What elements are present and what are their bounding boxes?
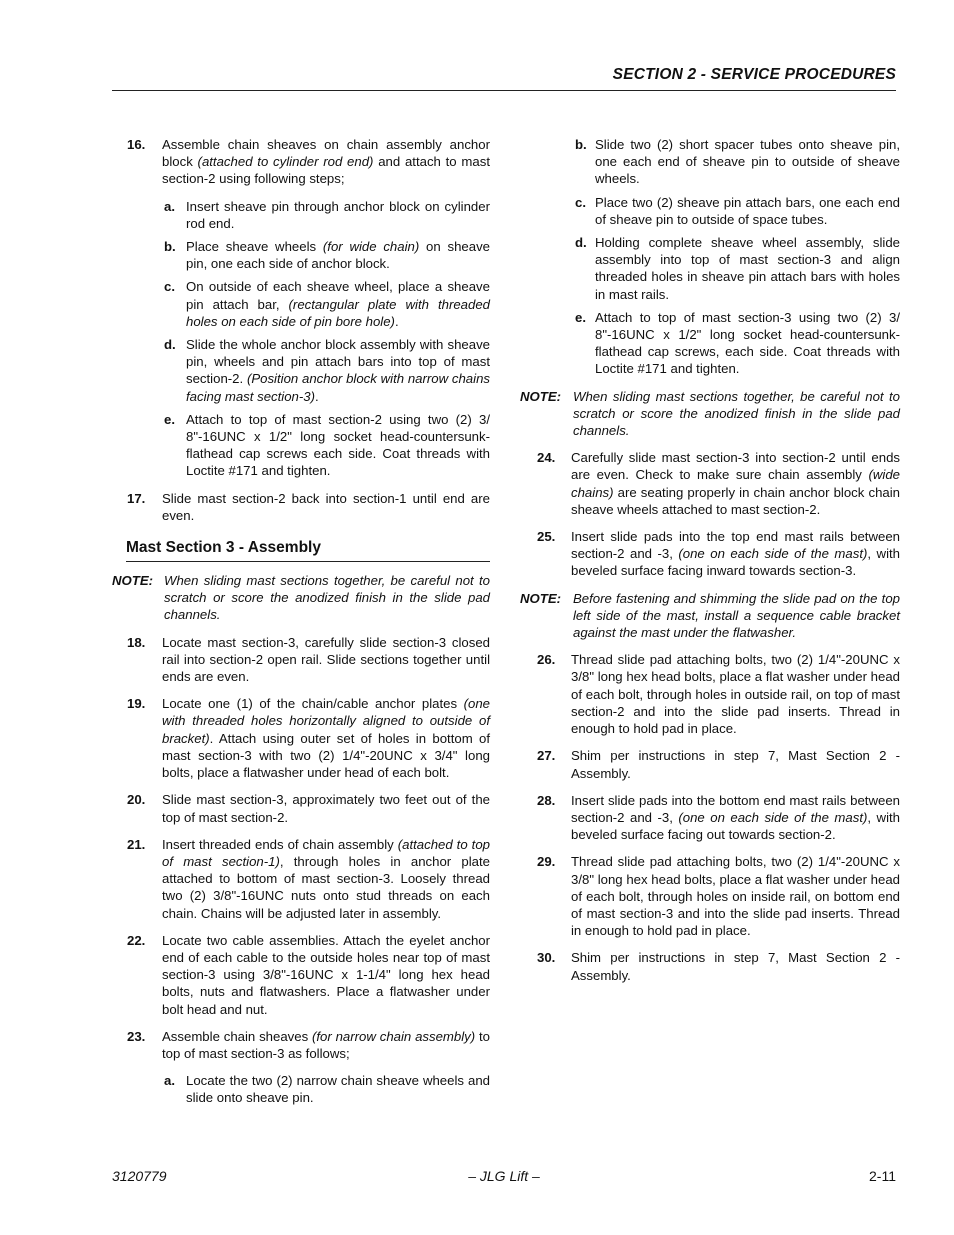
substep-23b: b. Slide two (2) short spacer tubes onto sheave pin, one each end of sheave pin to outside of sheave wheels. bbox=[575, 137, 900, 187]
step-22: 22. Locate two cable assemblies. Attach the eyelet anchor end of each cable to the outside holes near top of mast section-3 using 3/8"-16UNC x 1-1/4" long hex head bolts, nuts and flatwashers. Place a flatwasher under bolt head and nut. bbox=[127, 932, 490, 1017]
step-number: 28. bbox=[537, 792, 556, 808]
footer-brand: – JLG Lift – bbox=[468, 1168, 540, 1184]
substep-16d: d. Slide the whole anchor block assembly with sheave pin, wheels and pin attach bars into top of mast section-2. (Position anchor block with narrow chains facing mast section-3). bbox=[164, 337, 490, 404]
substep-letter: e. bbox=[164, 411, 175, 427]
substep-23c: c. Place two (2) sheave pin attach bars, one each end of sheave pin to outside of space tubes. bbox=[575, 194, 900, 227]
substep-letter: e. bbox=[575, 309, 586, 325]
substep-16b: b. Place sheave wheels (for wide chain) on sheave pin, one each side of anchor block. bbox=[164, 239, 491, 272]
note-label: NOTE: bbox=[112, 573, 154, 589]
step-24: 24. Carefully slide mast section-3 into section-2 until ends are even. Check to make sure chain assembly (wide chains) are seating properly in chain anchor block chain sheave wheels attached to mast section-2. bbox=[537, 450, 900, 517]
step-number: 21. bbox=[127, 836, 146, 852]
step-18: 18. Locate mast section-3, carefully slide section-3 closed rail into section-2 open rail. Slide sections together until ends are even. bbox=[127, 634, 490, 685]
page-footer bbox=[112, 1168, 896, 1188]
step-number: 26. bbox=[537, 652, 556, 668]
substep-23a: a. Locate the two (2) narrow chain sheave wheels and slide onto sheave pin. bbox=[164, 1073, 490, 1106]
right-column bbox=[520, 136, 900, 994]
step-19: 19. Locate one (1) of the chain/cable anchor plates (one with threaded holes horizontally aligned to outside of bracket). Attach using outer set of holes in bottom of mast section-3 with two (2) 1/4"-20UNC x 3/4" long bolts, place a flatwasher under head of each bolt. bbox=[127, 696, 490, 781]
substep-letter: d. bbox=[575, 235, 587, 251]
step-number: 23. bbox=[127, 1028, 146, 1044]
step-20: 20. Slide mast section-3, approximately two feet out of the top of mast section-2. bbox=[127, 792, 490, 825]
note-label: NOTE: bbox=[520, 388, 562, 404]
substep-16c: c. On outside of each sheave wheel, place a sheave pin attach bar, (rectangular plate with threaded holes on each side of pin bore hole). bbox=[164, 279, 491, 329]
step-number: 18. bbox=[127, 634, 146, 650]
step-23: 23. Assemble chain sheaves (for narrow chain assembly) to top of mast section-3 as follows; bbox=[127, 1028, 490, 1061]
page-number: 2-11 bbox=[869, 1168, 896, 1184]
section-title: SECTION 2 - SERVICE PROCEDURES bbox=[612, 66, 896, 83]
step-number: 17. bbox=[127, 490, 146, 506]
step-number: 25. bbox=[537, 529, 556, 545]
substep-letter: a. bbox=[164, 1073, 175, 1089]
subheading-mast-section-3: Mast Section 3 - Assembly bbox=[126, 538, 490, 562]
substep-16e: e. Attach to top of mast section-2 using two (2) 3/ 8"-16UNC x 1/2" long socket head-countersunk-flathead cap screws each side. Coat threads with Loctite #171 and tighten. bbox=[164, 411, 490, 479]
step-30: 30. Shim per instructions in step 7, Mast Section 2 - Assembly. bbox=[537, 950, 900, 983]
step-number: 22. bbox=[127, 932, 146, 948]
substep-letter: b. bbox=[164, 239, 176, 255]
step-number: 30. bbox=[537, 950, 556, 966]
note: NOTE: Before fastening and shimming the slide pad on the top left side of the mast, install a sequence cable bracket against the mast under the flatwasher. bbox=[520, 590, 900, 641]
substep-letter: b. bbox=[575, 137, 587, 152]
substep-letter: d. bbox=[164, 337, 176, 353]
step-number: 19. bbox=[127, 696, 146, 712]
substep-16a: a. Insert sheave pin through anchor block on cylinder rod end. bbox=[164, 198, 490, 231]
step-number: 16. bbox=[127, 137, 146, 152]
note: NOTE: When sliding mast sections together, be careful not to scratch or score the anodized finish in the slide pad channels. bbox=[112, 573, 490, 623]
left-column bbox=[112, 136, 490, 1113]
step-28: 28. Insert slide pads into the bottom end mast rails between section-2 and -3, (one on each side of the mast), with beveled surface facing out towards section-2. bbox=[537, 792, 901, 843]
page-header bbox=[112, 64, 896, 91]
substep-letter: a. bbox=[164, 198, 175, 214]
substep-letter: c. bbox=[575, 194, 586, 210]
step-27: 27. Shim per instructions in step 7, Mast Section 2 - Assembly. bbox=[537, 748, 900, 781]
step-21: 21. Insert threaded ends of chain assembly (attached to top of mast section-1), through holes in anchor plate attached to bottom of mast section-3. Loosely thread two (2) 3/8"-16UNC nuts onto stud threads on each chain. Chains will be adjusted later in assembly. bbox=[127, 836, 490, 921]
step-number: 24. bbox=[537, 450, 556, 466]
substep-letter: c. bbox=[164, 279, 175, 295]
step-number: 20. bbox=[127, 792, 146, 808]
substep-23e: e. Attach to top of mast section-3 using two (2) 3/ 8"-16UNC x 1/2" long socket head-countersunk-flathead cap screws, each side. Coat threads with Loctite #171 and tighten. bbox=[575, 309, 900, 377]
step-25: 25. Insert slide pads into the top end mast rails between section-2 and -3, (one on each side of the mast), with beveled surface facing inward towards section-3. bbox=[537, 529, 901, 579]
step-26: 26. Thread slide pad attaching bolts, two (2) 1/4"-20UNC x 3/8" long hex head bolts, place a flat washer under head of each bolt, through holes in outside rail, on top of mast section-2 and into the slide pad inserts. Thread in enough to hold pad in place. bbox=[537, 652, 900, 737]
substep-23d: d. Holding complete sheave wheel assembly, slide assembly into top of mast section-3 and align threaded holes in sheave pin attach bars with holes in mast rails. bbox=[575, 235, 900, 302]
document-number: 3120779 bbox=[112, 1168, 167, 1184]
step-16: 16. Assemble chain sheaves on chain assembly anchor block (attached to cylinder rod end) and attach to mast section-2 using following steps; bbox=[127, 137, 490, 187]
step-17: 17. Slide mast section-2 back into section-1 until end are even. bbox=[127, 490, 490, 523]
step-number: 27. bbox=[537, 748, 556, 764]
note-label: NOTE: bbox=[520, 590, 562, 606]
step-number: 29. bbox=[537, 854, 556, 870]
note: NOTE: When sliding mast sections together, be careful not to scratch or score the anodized finish in the slide pad channels. bbox=[520, 388, 900, 439]
step-29: 29. Thread slide pad attaching bolts, two (2) 1/4"-20UNC x 3/8" long hex head bolts, place a flat washer under head of each bolt, through holes on inside rail, on bottom end of mast section-3 and into the slide pad inserts. Thread in enough to hold pad in place. bbox=[537, 854, 900, 939]
